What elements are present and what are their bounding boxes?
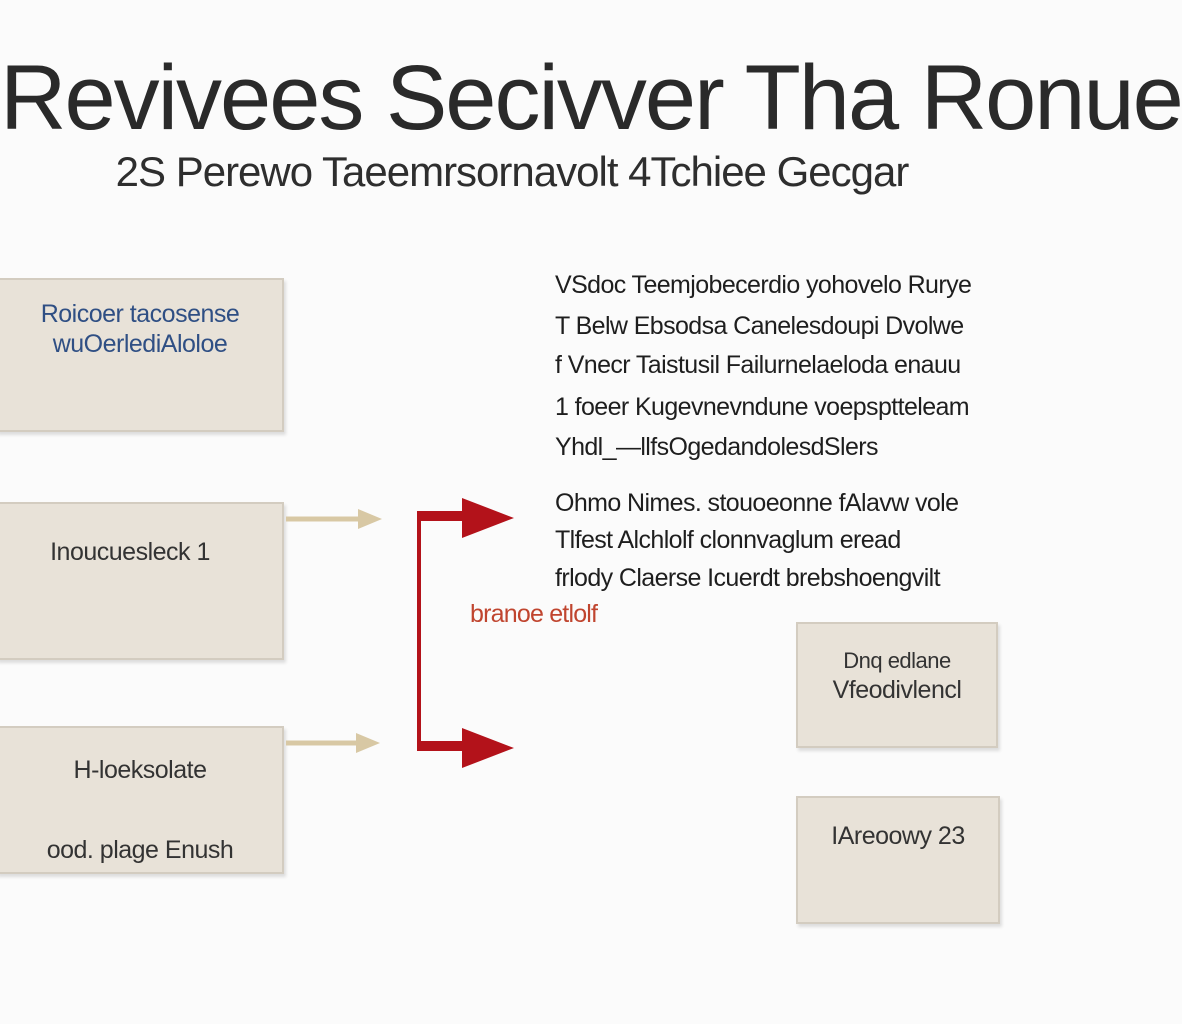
description-line: f Vnecr Taistusil Failurnelaeloda enauu bbox=[555, 351, 961, 379]
description-line: VSdoc Teemjobecerdio yohovelo Rurye bbox=[555, 271, 972, 299]
description-line: Tlfest Alchlolf clonnvaglum eread bbox=[555, 526, 901, 554]
description-line: frlody Claerse Icuerdt brebshoengvilt bbox=[555, 564, 940, 592]
left-box-1-line-1: Roicoer tacosense bbox=[40, 300, 240, 328]
tan-arrow-1 bbox=[286, 509, 382, 529]
left-box-3-line-2: ood. plage Enush bbox=[46, 836, 234, 864]
right-box-2 bbox=[796, 796, 1000, 924]
description-line: T Belw Ebsodsa Canelesdoupi Dvolwe bbox=[555, 312, 964, 340]
description-line: Ohmo Nimes. stouoeonne fAlavw vole bbox=[555, 489, 959, 517]
diagram-title: Revivees Secivver Tha Ronue bbox=[0, 47, 1182, 149]
description-line: 1 foeer Kugevnevndune voepsptteleam bbox=[555, 393, 970, 421]
diagram-subtitle: 2S Perewo Taeemrsornavolt 4Tchiee Gecgar bbox=[115, 148, 909, 195]
right-box-1-line-2: Vfeodivlencl bbox=[832, 676, 962, 704]
tan-arrow-2 bbox=[286, 733, 380, 753]
description-line: Yhdl_—llfsOgedandolesdSlers bbox=[555, 433, 878, 461]
right-box-1-line-1: Dnq edlane bbox=[843, 648, 951, 673]
left-box-1-line-2: wuOerlediAloloe bbox=[52, 330, 228, 358]
left-box-3-line-1: H-loeksolate bbox=[73, 756, 207, 784]
branch-label: branoe etlolf bbox=[470, 600, 598, 628]
red-branch-connector bbox=[417, 498, 514, 768]
right-box-2-line-1: IAreoowy 23 bbox=[831, 822, 965, 850]
left-box-2-line-1: Inoucuesleck 1 bbox=[50, 538, 210, 566]
right-box-1 bbox=[796, 622, 998, 748]
